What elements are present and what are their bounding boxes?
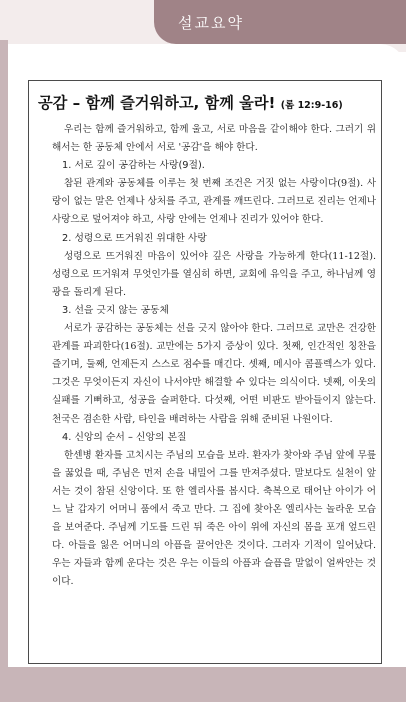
section-body-4: 한센병 환자를 고치시는 주님의 모습을 보라. 환자가 찾아와 주님 앞에 무릎을 꿇었을 때, 주님은 먼저 손을 내밀어 그를 만져주셨다. 말보다도 실천이 앞서는 것이 참된 신앙이다. 또 한 엘리사를 봅시다. 축복으로 태어난 아이가 어느 날 갑자기 어머니 품에서 죽고 만다. 그 집에 찾아온 엘리사는 놀라운 모습을 보여준다. 주님께 기도를 드린 뒤 죽은 아이 위에 자신의 몸을 포개 엎드린다. 아들을 잃은 어머니의 아픔을 끌어안은 것이다. 그러자 기적이 일어났다. 우는 자들과 함께 운다는 것은 우는 이들의 아픔과 슬픔을 말없이 얼싸안는 것이다. [52, 449, 376, 588]
section-heading-4: 4. 신앙의 순서 – 신앙의 본질 [62, 431, 187, 443]
bottom-decorative-band [0, 667, 406, 702]
sermon-title [38, 92, 343, 113]
scripture-reference: (롬 12:9-16) [280, 100, 343, 111]
left-decorative-band [0, 40, 8, 702]
sermon-title-text: 공감 – 함께 즐거워하고, 함께 울라! [38, 94, 276, 112]
section-heading-2: 2. 성령으로 뜨거워진 위대한 사랑 [62, 232, 207, 244]
section-heading-1: 1. 서로 깊이 공감하는 사랑(9절). [62, 160, 205, 172]
sermon-content [52, 121, 376, 591]
intro-paragraph: 우리는 함께 즐거워하고, 함께 울고, 서로 마음을 같이해야 한다. 그러기 위해서는 한 공동체 안에서 서로 '공감'을 해야 한다. [52, 124, 376, 154]
section-body-3: 서로가 공감하는 공동체는 선을 긋지 않아야 한다. 그러므로 교만은 건강한 관계를 파괴한다(16절). 교만에는 5가지 증상이 있다. 첫째, 인간적인 칭찬을 즐기며, 둘째, 언제든지 스스로 점수를 매긴다. 셋째, 메시아 콤플렉스가 있다. 그것은 무엇이든지 자신이 나서야만 해결할 수 있다는 의식이다. 넷째, 이웃의 실패를 기뻐하고, 성공을 슬퍼한다. 다섯째, 어떤 비판도 받아들이지 않는다. 천국은 겸손한 사람, 타인을 배려하는 사람을 위해 준비된 나원이다. [52, 323, 376, 425]
section-body-1: 참된 관계와 공동체를 이루는 첫 번째 조건은 거짓 없는 사랑이다(9절). 사랑이 없는 말은 언제나 상처를 주고, 관계를 깨뜨린다. 그러므로 진리는 언제나 사랑으로 덮어져야 하고, 사랑 안에는 언제나 진리가 있어야 한다. [52, 178, 376, 226]
section-heading-3: 3. 선을 긋지 않는 공동체 [62, 304, 169, 316]
section-tab-label: 설교요약 [178, 14, 244, 32]
section-body-2: 성령으로 뜨거워진 마음이 있어야 깊은 사랑을 가능하게 한다(11-12절). 성령으로 뜨거워져 무엇인가를 열심히 하면, 교회에 유익을 주고, 하나님께 영광을 돌리게 된다. [52, 250, 376, 298]
